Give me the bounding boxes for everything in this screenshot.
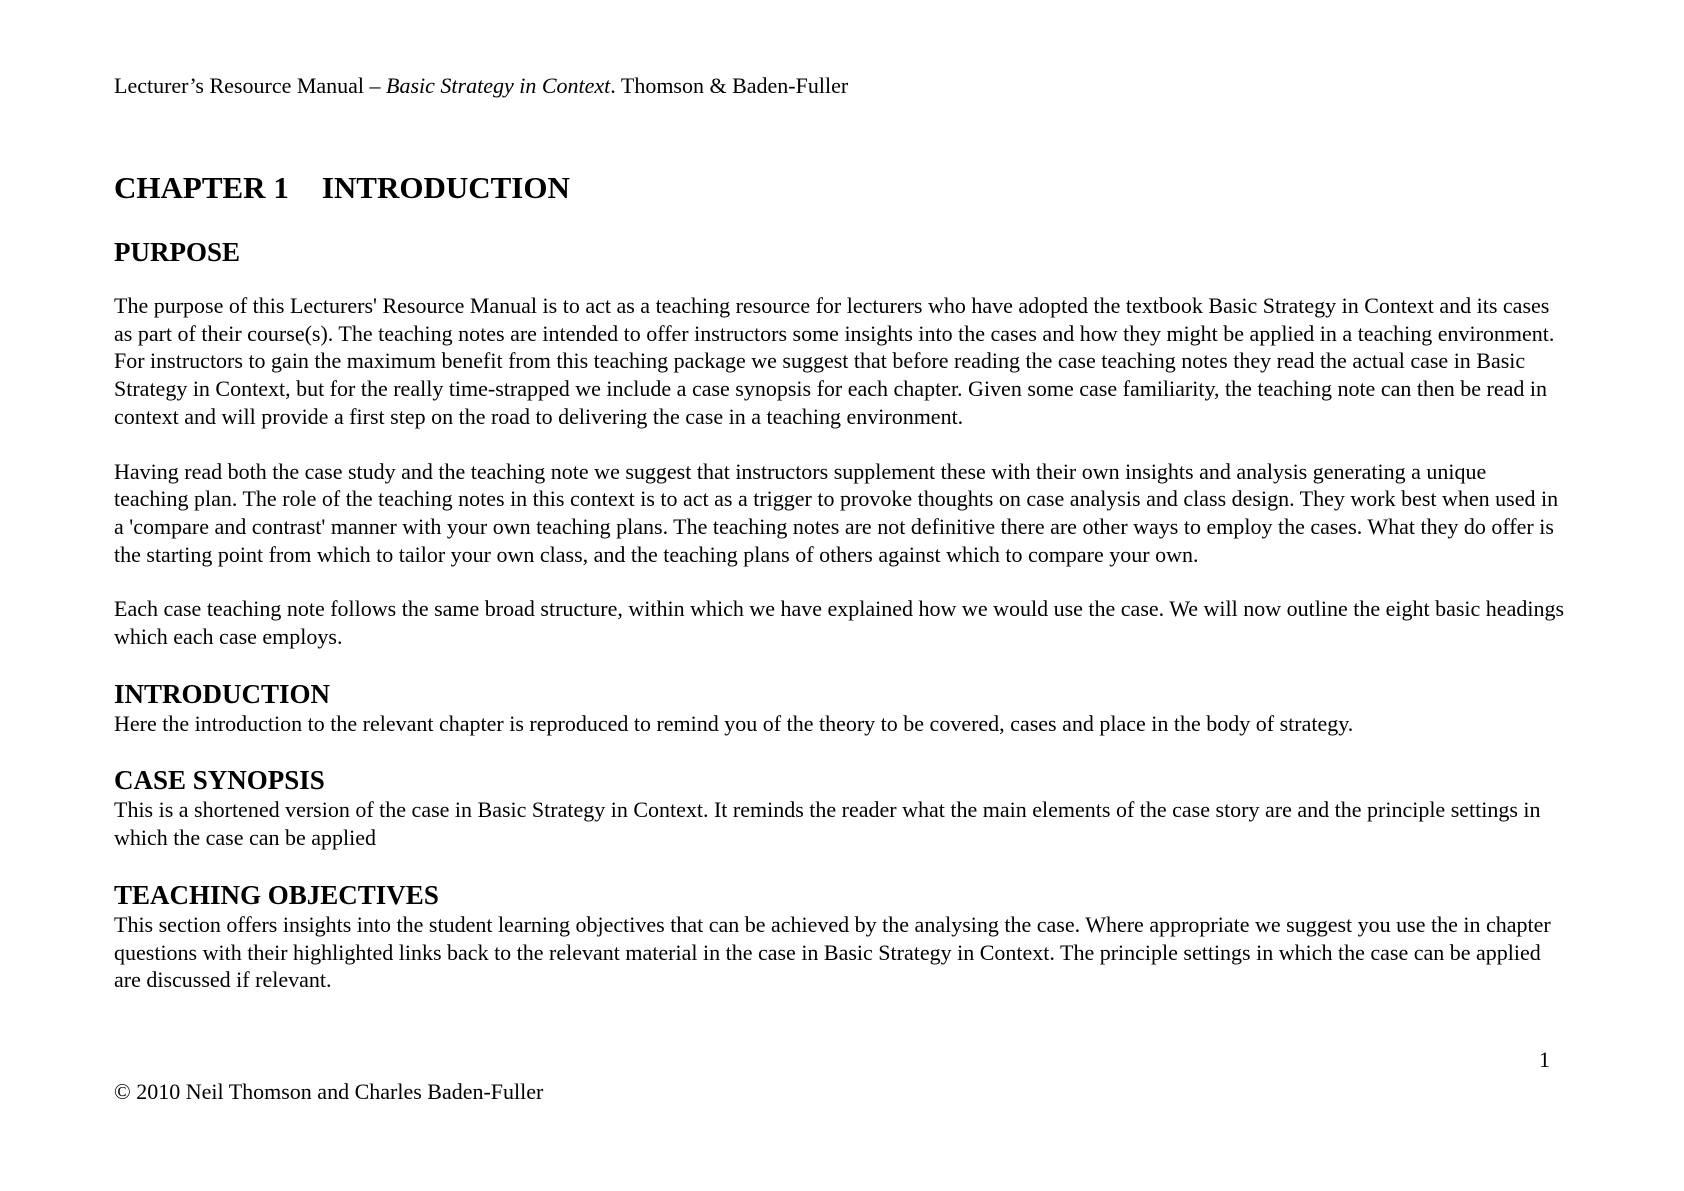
introduction-text: Here the introduction to the relevant chapter is reproduced to remind you of the theory to be covered, cases and place in the body of strategy. bbox=[114, 710, 1354, 736]
footer-clipped bbox=[114, 1078, 714, 1104]
page-number: 1 bbox=[1539, 1047, 1550, 1072]
footer-copyright: © 2010 Neil Thomson and Charles Baden-Fuller bbox=[114, 1079, 544, 1104]
header-suffix: . Thomson & Baden-Fuller bbox=[610, 73, 849, 98]
teaching-objectives-heading: TEACHING OBJECTIVES bbox=[114, 879, 439, 910]
chapter-title: INTRODUCTION bbox=[321, 170, 570, 205]
teaching-objectives-text: This section offers insights into the student learning objectives that can be achieved by the analysing the case. Where appropriate we suggest you use the in chapter questions with their highlighted links back to the relevant material in the case in Basic Strategy in Context. The principle settings in which the case can be applied are discussed if relevant. bbox=[114, 911, 1551, 993]
purpose-paragraph-2: Having read both the case study and the teaching note we suggest that instructors supplement these with their own insights and analysis generating a unique teaching plan. The role of the teaching notes in this context is to act as a trigger to provoke thoughts on case analysis and class design. They work best when used in a 'compare and contrast' manner with your own teaching plans. The teaching notes are not definitive there are other ways to employ the cases. What they do offer is the starting point from which to tailor your own class, and the teaching plans of others against which to compare your own. bbox=[114, 458, 1559, 567]
case-synopsis-heading: CASE SYNOPSIS bbox=[114, 765, 325, 796]
introduction-heading: INTRODUCTION bbox=[114, 678, 331, 709]
purpose-paragraph-1: The purpose of this Lecturers' Resource Manual is to act as a teaching resource for lecturers who have adopted the textbook Basic Strategy in Context and its cases as part of their course(s). The teaching notes are intended to offer instructors some insights into the cases and how they might be applied in a teaching environment. For instructors to gain the maximum benefit from this teaching package we suggest that before reading the case teaching notes they read the actual case in Basic Strategy in Context, but for the really time-strapped we include a case synopsis for each chapter. Given some case familiarity, the teaching note can then be read in context and will provide a first step on the road to delivering the case in a teaching environment. bbox=[114, 293, 1555, 429]
chapter-number: CHAPTER 1 bbox=[114, 170, 289, 205]
header-book-title: Basic Strategy in Context bbox=[386, 73, 611, 98]
header-prefix: Lecturer’s Resource Manual – bbox=[114, 73, 387, 98]
page-content bbox=[114, 72, 1564, 994]
running-header bbox=[114, 72, 1564, 100]
purpose-paragraph-3: Each case teaching note follows the same broad structure, within which we have explained how we would use the case. We will now outline the eight basic headings which each case employs. bbox=[114, 596, 1565, 650]
chapter-heading bbox=[114, 170, 1564, 206]
purpose-heading: PURPOSE bbox=[114, 237, 241, 267]
case-synopsis-text: This is a shortened version of the case in Basic Strategy in Context. It reminds the reader what the main elements of the case story are and the principle settings in which the case can be applied bbox=[114, 797, 1541, 851]
